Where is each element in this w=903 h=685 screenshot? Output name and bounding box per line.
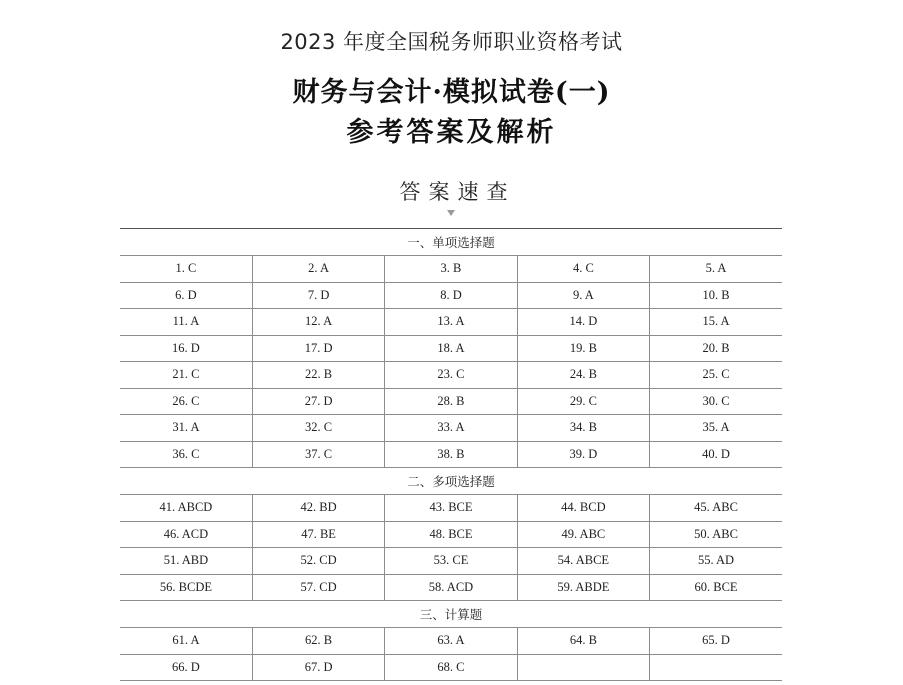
answer-cell: 18. A [385,335,517,362]
paper-title: 财务与会计·模拟试卷(一) [292,77,611,108]
answer-row [120,654,782,681]
answer-row [120,282,782,309]
answer-cell: 9. A [517,282,649,309]
answer-cell: 47. BE [252,521,384,548]
answer-cell: 44. BCD [517,495,649,522]
answer-cell: 63. A [385,628,517,655]
answer-grid [120,228,782,681]
answer-cell: 46. ACD [120,521,252,548]
answer-row [120,388,782,415]
paper-subtitle: 参考答案及解析 [346,117,557,148]
answer-cell: 22. B [252,362,384,389]
down-triangle-icon [447,210,455,216]
answer-cell: 58. ACD [385,574,517,601]
answer-cell: 65. D [650,628,782,655]
answer-row [120,309,782,336]
answer-cell: 41. ABCD [120,495,252,522]
answer-cell: 5. A [650,256,782,283]
answer-cell: 8. D [385,282,517,309]
answer-cell: 24. B [517,362,649,389]
answer-cell: 56. BCDE [120,574,252,601]
answer-cell: 55. AD [650,548,782,575]
answer-cell: 57. CD [252,574,384,601]
answer-cell: 42. BD [252,495,384,522]
answer-cell: 61. A [120,628,252,655]
answer-row [120,335,782,362]
answer-cell: 3. B [385,256,517,283]
answer-cell: 49. ABC [517,521,649,548]
answer-cell: 13. A [385,309,517,336]
answer-cell: 43. BCE [385,495,517,522]
answer-cell: 40. D [650,441,782,468]
answer-cell: 16. D [120,335,252,362]
answer-cell: 66. D [120,654,252,681]
answer-row [120,548,782,575]
answer-cell: 6. D [120,282,252,309]
answer-cell: 67. D [252,654,384,681]
answer-cell: 54. ABCE [517,548,649,575]
answer-cell: 53. CE [385,548,517,575]
answer-cell [650,654,782,681]
answer-row [120,521,782,548]
answer-cell: 27. D [252,388,384,415]
answer-cell: 10. B [650,282,782,309]
answer-cell: 25. C [650,362,782,389]
answer-row [120,574,782,601]
answer-cell: 38. B [385,441,517,468]
answer-cell: 48. BCE [385,521,517,548]
answer-cell: 51. ABD [120,548,252,575]
answer-cell [517,654,649,681]
section-title: 一、单项选择题 [120,229,782,256]
section-title: 二、多项选择题 [120,468,782,495]
answer-cell: 20. B [650,335,782,362]
answer-cell: 2. A [252,256,384,283]
answer-cell: 36. C [120,441,252,468]
answer-row [120,495,782,522]
answer-cell: 45. ABC [650,495,782,522]
answer-cell: 32. C [252,415,384,442]
answer-cell: 50. ABC [650,521,782,548]
answer-cell: 31. A [120,415,252,442]
answer-cell: 52. CD [252,548,384,575]
answer-cell: 34. B [517,415,649,442]
answer-cell: 60. BCE [650,574,782,601]
answer-grid-body [120,229,782,681]
section-header-row [120,468,782,495]
answer-cell: 39. D [517,441,649,468]
quick-reference-title: 答案速查 [399,180,516,204]
section-header-row [120,601,782,628]
answer-cell: 15. A [650,309,782,336]
section-header-row [120,229,782,256]
answer-row [120,415,782,442]
answer-cell: 14. D [517,309,649,336]
answer-cell: 30. C [650,388,782,415]
answer-row [120,628,782,655]
answer-cell: 7. D [252,282,384,309]
exam-title: 2023 年度全国税务师职业资格考试 [280,30,623,54]
section-title: 三、计算题 [120,601,782,628]
answer-row [120,362,782,389]
answer-cell: 68. C [385,654,517,681]
answer-cell: 59. ABDE [517,574,649,601]
answer-cell: 17. D [252,335,384,362]
answer-cell: 26. C [120,388,252,415]
answer-table [120,228,782,681]
answer-cell: 62. B [252,628,384,655]
answer-cell: 35. A [650,415,782,442]
answer-row [120,256,782,283]
answer-cell: 12. A [252,309,384,336]
answer-cell: 4. C [517,256,649,283]
answer-cell: 28. B [385,388,517,415]
answer-cell: 11. A [120,309,252,336]
answer-cell: 1. C [120,256,252,283]
answer-cell: 64. B [517,628,649,655]
answer-cell: 21. C [120,362,252,389]
answer-row [120,441,782,468]
answer-cell: 37. C [252,441,384,468]
answer-cell: 19. B [517,335,649,362]
answer-cell: 23. C [385,362,517,389]
answer-cell: 29. C [517,388,649,415]
answer-cell: 33. A [385,415,517,442]
